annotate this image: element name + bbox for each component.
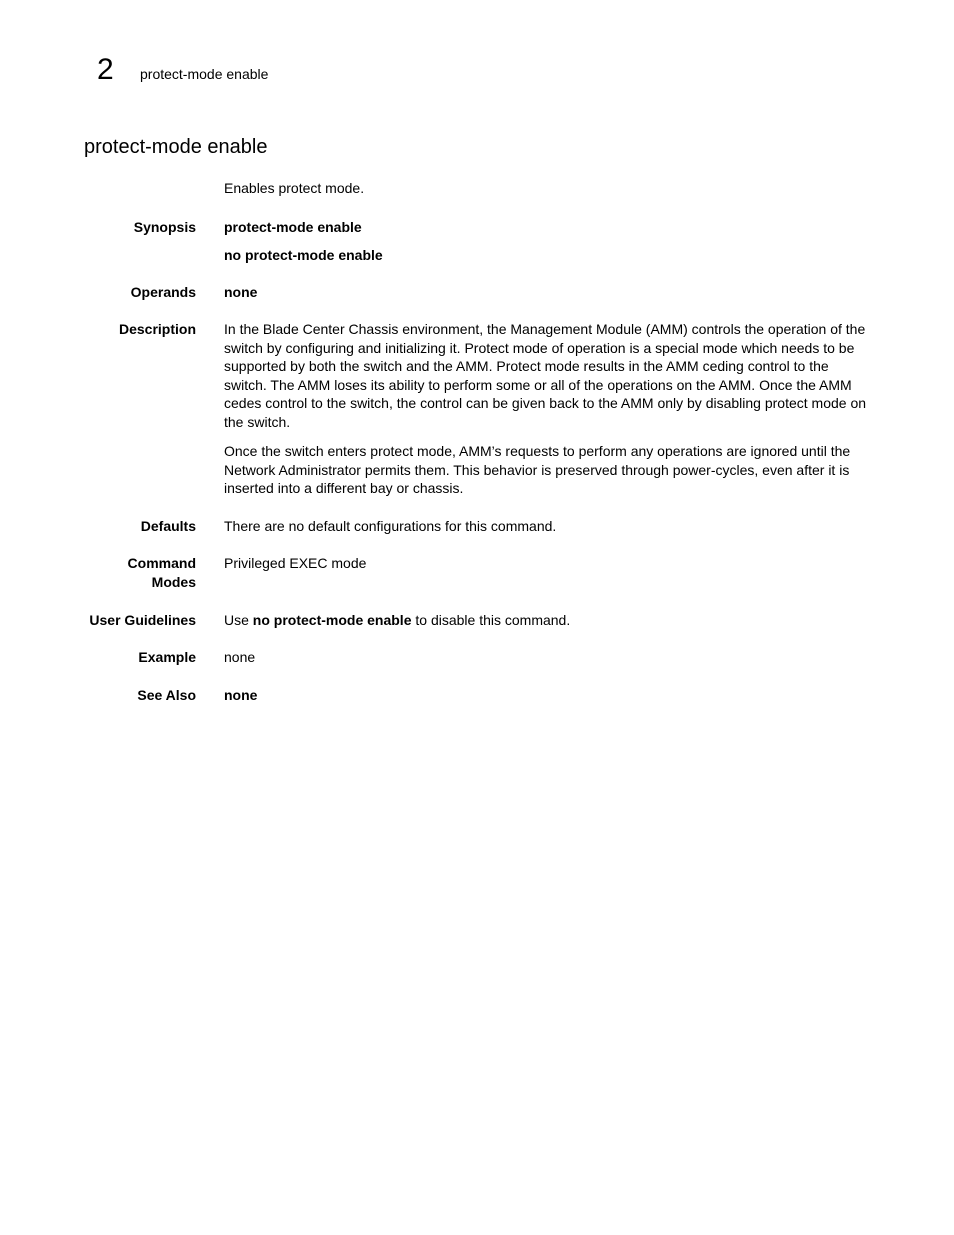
user-guidelines-suffix: to disable this command. bbox=[415, 612, 571, 628]
operands-value: none bbox=[224, 284, 258, 300]
page-title: protect-mode enable bbox=[84, 136, 268, 158]
example-label: Example bbox=[138, 649, 196, 665]
command-modes-value: Privileged EXEC mode bbox=[224, 555, 367, 571]
command-modes-label-line-1: Command bbox=[127, 555, 196, 571]
defaults-label: Defaults bbox=[140, 518, 196, 534]
command-modes-label bbox=[128, 554, 196, 592]
synopsis-line-2: no protect-mode enable bbox=[224, 247, 383, 263]
description-paragraph-2: Once the switch enters protect mode, AMM’s requests to perform any operations are ignored until the Network Administrator permits them. This behavior is preserved through power-cycles, even after it is inserted into a different bay or chassis. bbox=[224, 443, 851, 497]
running-head: protect-mode enable bbox=[140, 66, 269, 82]
user-guidelines-prefix: Use bbox=[224, 612, 249, 628]
example-value: none bbox=[224, 649, 256, 665]
user-guidelines-value bbox=[224, 611, 872, 630]
defaults-value: There are no default configurations for this command. bbox=[224, 518, 557, 534]
chapter-number: 2 bbox=[97, 53, 114, 86]
synopsis-label: Synopsis bbox=[133, 219, 196, 235]
command-modes-label-line-2: Modes bbox=[151, 574, 196, 590]
description-label: Description bbox=[118, 321, 196, 337]
synopsis-line-1: protect-mode enable bbox=[224, 219, 362, 235]
operands-label: Operands bbox=[130, 284, 196, 300]
user-guidelines-label: User Guidelines bbox=[89, 612, 196, 628]
user-guidelines-command: no protect-mode enable bbox=[252, 612, 412, 628]
description-paragraph-1: In the Blade Center Chassis environment, the Management Module (AMM) controls the operation of the switch by configuring and initializing it. Protect mode of operation is a special mode which needs to be supported by both the switch and the AMM. Protect mode results in the AMM ceding control to the switch. The AMM loses its ability to perform some or all of the operations on the AMM. Once the AMM cedes control to the switch, the control can be given back to the AMM only by disabling protect mode on the switch. bbox=[224, 321, 867, 430]
see-also-label: See Also bbox=[137, 687, 196, 703]
see-also-value: none bbox=[224, 687, 258, 703]
intro-text: Enables protect mode. bbox=[224, 180, 365, 196]
